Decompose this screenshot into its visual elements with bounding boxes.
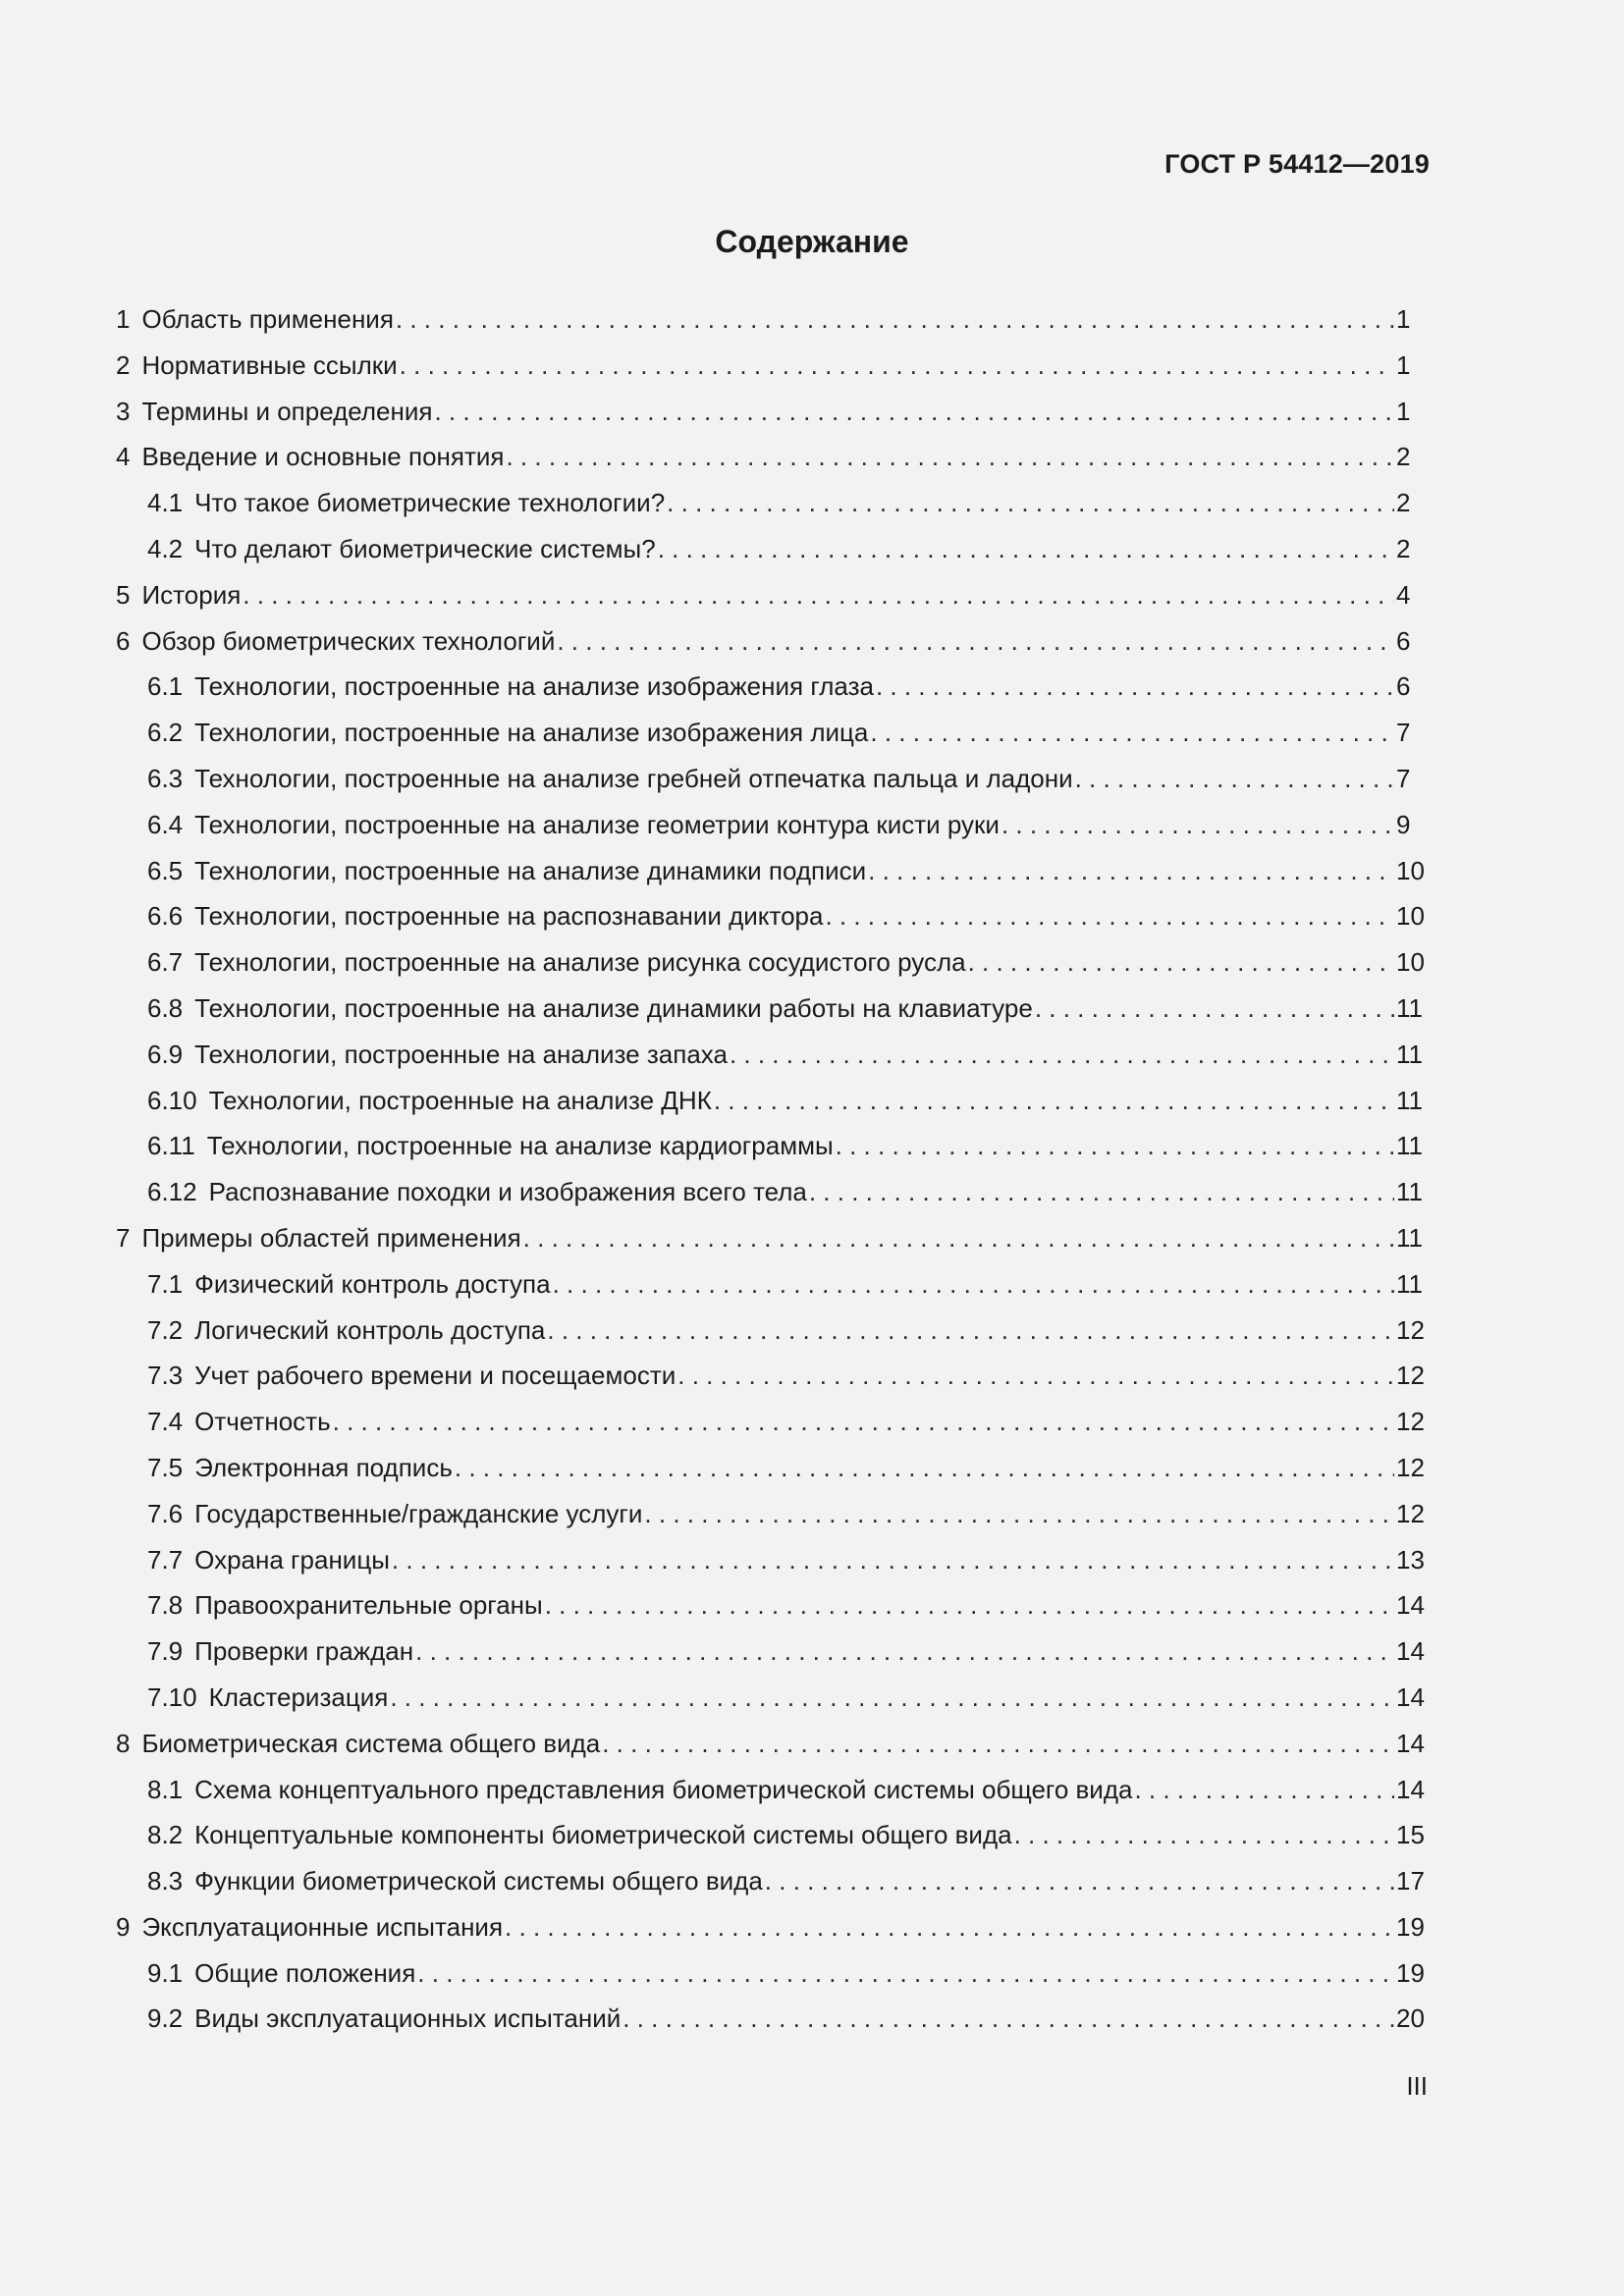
toc-entry-title: Технологии, построенные на распознавании диктора	[194, 901, 824, 932]
toc-entry-number: 7.3	[147, 1361, 184, 1391]
toc-entry-title: Технологии, построенные на анализе динамики подписи	[194, 855, 867, 885]
toc-entry-page: 11	[1396, 1039, 1423, 1069]
toc-entry-number: 6	[116, 625, 131, 656]
toc-entry[interactable]	[116, 1491, 1430, 1537]
toc-entry[interactable]	[116, 526, 1430, 572]
toc-entry-title: Проверки граждан	[194, 1636, 414, 1667]
dot-leader	[825, 893, 1394, 939]
toc-entry-title: Технологии, построенные на анализе динамики работы на клавиатуре	[194, 992, 1033, 1023]
toc-entry-title: Биометрическая система общего вида	[141, 1728, 601, 1758]
toc-entry[interactable]	[116, 1812, 1430, 1858]
toc-entry[interactable]	[116, 572, 1430, 618]
toc-entry-number: 6.7	[147, 947, 184, 978]
toc-entry[interactable]	[116, 1032, 1430, 1078]
toc-entry-title: Учет рабочего времени и посещаемости	[194, 1361, 677, 1391]
toc-entry-page: 4	[1396, 579, 1411, 610]
toc-entry-number: 9.2	[147, 2003, 184, 2034]
toc-entry-number: 6.4	[147, 809, 184, 839]
toc-entry-page: 1	[1396, 396, 1411, 426]
toc-entry[interactable]	[116, 1353, 1430, 1399]
document-code: ГОСТ Р 54412—2019	[1164, 149, 1430, 179]
dot-leader	[415, 1629, 1394, 1675]
toc-entry-page: 13	[1396, 1544, 1425, 1575]
dot-leader	[333, 1399, 1394, 1445]
dot-leader	[623, 1996, 1394, 2042]
toc-entry-title: Введение и основные понятия	[141, 442, 505, 472]
toc-entry-number: 2	[116, 349, 131, 380]
toc-entry[interactable]	[116, 389, 1430, 435]
toc-entry-page: 15	[1396, 1820, 1425, 1850]
toc-entry-number: 7.2	[147, 1314, 184, 1345]
toc-entry[interactable]	[116, 1767, 1430, 1813]
toc-entry-page: 12	[1396, 1314, 1425, 1345]
dot-leader	[396, 296, 1394, 343]
toc-entry-page: 12	[1396, 1498, 1425, 1528]
toc-entry-page: 17	[1396, 1866, 1425, 1896]
toc-entry-page: 6	[1396, 671, 1411, 702]
toc-entry[interactable]	[116, 1950, 1430, 1997]
toc-entry-number: 6.8	[147, 992, 184, 1023]
dot-leader	[434, 389, 1394, 435]
toc-entry-number: 7.10	[147, 1682, 197, 1712]
toc-entry-number: 6.10	[147, 1085, 197, 1115]
toc-entry-page: 14	[1396, 1682, 1425, 1712]
toc-entry-title: Логический контроль доступа	[194, 1314, 546, 1345]
toc-title: Содержание	[715, 224, 909, 259]
dot-leader	[545, 1582, 1394, 1629]
dot-leader	[1075, 756, 1394, 802]
toc-entry-number: 4	[116, 442, 131, 472]
toc-entry-title: Примеры областей применения	[141, 1222, 521, 1253]
toc-entry-title: Что такое биометрические технологии?	[194, 488, 666, 518]
dot-leader	[876, 664, 1394, 710]
toc-entry-title: Технологии, построенные на анализе геометрии контура кисти руки	[194, 809, 1000, 839]
dot-leader	[809, 1169, 1394, 1215]
page-number: III	[1406, 2071, 1428, 2101]
toc-entry[interactable]	[116, 1308, 1430, 1354]
toc-entry-title: Распознавание походки и изображения всего тела	[208, 1177, 807, 1207]
toc-entry-title: Электронная подпись	[194, 1452, 453, 1482]
dot-leader	[1134, 1767, 1394, 1813]
toc-entry-page: 7	[1396, 763, 1411, 793]
toc-entry-title: Технологии, построенные на анализе кардиограммы	[206, 1131, 834, 1161]
dot-leader	[506, 434, 1394, 480]
toc-entry-number: 6.9	[147, 1039, 184, 1069]
toc-entry[interactable]	[116, 939, 1430, 986]
toc-entry[interactable]	[116, 664, 1430, 710]
toc-entry-page: 1	[1396, 349, 1411, 380]
toc-entry-title: Функции биометрической системы общего вида	[194, 1866, 763, 1896]
toc-entry[interactable]	[116, 480, 1430, 526]
toc-entry[interactable]	[116, 802, 1430, 848]
toc-entry-number: 5	[116, 579, 131, 610]
toc-entry-page: 2	[1396, 442, 1411, 472]
toc-entry-number: 7.5	[147, 1452, 184, 1482]
toc-entry-page: 11	[1396, 1177, 1423, 1207]
toc-entry-page: 14	[1396, 1636, 1425, 1667]
toc-entry-page: 19	[1396, 1911, 1425, 1942]
toc-entry-title: Что делают биометрические системы?	[194, 533, 656, 563]
toc-entry-number: 9	[116, 1911, 131, 1942]
dot-leader	[243, 572, 1394, 618]
toc-entry[interactable]	[116, 1858, 1430, 1904]
dot-leader	[392, 1537, 1394, 1583]
dot-leader	[553, 1261, 1394, 1308]
toc-entry-number: 6.11	[147, 1131, 195, 1161]
dot-leader	[602, 1721, 1394, 1767]
dot-leader	[968, 939, 1394, 986]
toc-entry-page: 11	[1396, 1131, 1423, 1161]
toc-entry-title: Технологии, построенные на анализе гребней отпечатка пальца и ладони	[194, 763, 1073, 793]
toc-entry[interactable]	[116, 1399, 1430, 1445]
toc-entry-page: 10	[1396, 901, 1425, 932]
dot-leader	[523, 1215, 1394, 1261]
toc-entry-number: 6.3	[147, 763, 184, 793]
toc-entry-number: 7.7	[147, 1544, 184, 1575]
toc-entry-page: 12	[1396, 1361, 1425, 1391]
toc-entry-title: Правоохранительные органы	[194, 1590, 543, 1621]
toc-entry-number: 9.1	[147, 1957, 184, 1988]
dot-leader	[417, 1950, 1394, 1997]
dot-leader	[557, 618, 1394, 665]
toc-entry-number: 7.6	[147, 1498, 184, 1528]
toc-entry[interactable]	[116, 756, 1430, 802]
toc-entry[interactable]	[116, 434, 1430, 480]
toc-entry-number: 7	[116, 1222, 131, 1253]
toc-entry-title: Виды эксплуатационных испытаний	[194, 2003, 622, 2034]
dot-leader	[658, 526, 1394, 572]
toc-entry-number: 3	[116, 396, 131, 426]
toc-entry-number: 8	[116, 1728, 131, 1758]
toc-entry-number: 6.1	[147, 671, 184, 702]
toc-entry-number: 1	[116, 304, 131, 334]
toc-entry-title: Технологии, построенные на анализе рисунка сосудистого русла	[194, 947, 966, 978]
toc-entry-title: Технологии, построенные на анализе изображения глаза	[194, 671, 874, 702]
toc-entry[interactable]	[116, 986, 1430, 1032]
toc-entry[interactable]	[116, 1996, 1430, 2042]
toc-entry-number: 6.5	[147, 855, 184, 885]
toc-entry-number: 8.3	[147, 1866, 184, 1896]
toc-entry[interactable]	[116, 1675, 1430, 1721]
toc-entry-title: История	[141, 579, 242, 610]
toc-entry-title: Технологии, построенные на анализе изображения лица	[194, 718, 869, 748]
toc-entry[interactable]	[116, 1904, 1430, 1950]
toc-entry[interactable]	[116, 1261, 1430, 1308]
toc-entry[interactable]	[116, 343, 1430, 389]
dot-leader	[667, 480, 1394, 526]
toc-entry-page: 12	[1396, 1407, 1425, 1437]
dot-leader	[730, 1032, 1394, 1078]
toc-entry-page: 12	[1396, 1452, 1425, 1482]
toc-entry-title: Термины и определения	[141, 396, 433, 426]
toc-entry-number: 7.4	[147, 1407, 184, 1437]
toc-entry[interactable]	[116, 1537, 1430, 1583]
toc-entry-page: 10	[1396, 855, 1425, 885]
dot-leader	[870, 710, 1394, 756]
toc-entry[interactable]	[116, 1078, 1430, 1124]
toc-entry-title: Область применения	[141, 304, 394, 334]
toc-entry[interactable]	[116, 296, 1430, 343]
toc-entry-title: Технологии, построенные на анализе запаха	[194, 1039, 728, 1069]
toc-entry-number: 7.9	[147, 1636, 184, 1667]
dot-leader	[836, 1123, 1394, 1169]
dot-leader	[1014, 1812, 1394, 1858]
toc-entry-page: 6	[1396, 625, 1411, 656]
toc-entry-number: 7.1	[147, 1268, 184, 1299]
dot-leader	[677, 1353, 1394, 1399]
toc-entry-number: 8.2	[147, 1820, 184, 1850]
toc-entry-title: Технологии, построенные на анализе ДНК	[208, 1085, 712, 1115]
toc-entry-page: 14	[1396, 1590, 1425, 1621]
dot-leader	[505, 1904, 1394, 1950]
toc-entry[interactable]	[116, 710, 1430, 756]
dot-leader	[868, 848, 1394, 894]
toc-entry-page: 19	[1396, 1957, 1425, 1988]
toc-entry-title: Государственные/гражданские услуги	[194, 1498, 643, 1528]
toc-entry-page: 2	[1396, 488, 1411, 518]
toc-entry[interactable]	[116, 1123, 1430, 1169]
dot-leader	[455, 1445, 1394, 1491]
toc-entry[interactable]	[116, 1215, 1430, 1261]
toc-entry[interactable]	[116, 848, 1430, 894]
table-of-contents	[116, 296, 1430, 2042]
dot-leader	[390, 1675, 1394, 1721]
toc-entry-page: 7	[1396, 718, 1411, 748]
toc-entry-title: Концептуальные компоненты биометрической системы общего вида	[194, 1820, 1012, 1850]
dot-leader	[765, 1858, 1394, 1904]
toc-entry[interactable]	[116, 1445, 1430, 1491]
toc-entry-number: 4.2	[147, 533, 184, 563]
toc-entry-number: 4.1	[147, 488, 184, 518]
toc-entry-title: Обзор биометрических технологий	[141, 625, 556, 656]
toc-entry[interactable]	[116, 618, 1430, 665]
dot-leader	[1035, 986, 1394, 1032]
toc-entry-page: 11	[1396, 1085, 1423, 1115]
toc-entry-page: 1	[1396, 304, 1411, 334]
toc-entry-page: 11	[1396, 1222, 1423, 1253]
toc-entry-page: 11	[1396, 1268, 1423, 1299]
dot-leader	[1001, 802, 1394, 848]
toc-entry[interactable]	[116, 1582, 1430, 1629]
toc-entry-page: 10	[1396, 947, 1425, 978]
toc-entry-number: 6.2	[147, 718, 184, 748]
dot-leader	[400, 343, 1394, 389]
dot-leader	[547, 1308, 1394, 1354]
toc-entry-title: Физический контроль доступа	[194, 1268, 551, 1299]
toc-entry-title: Нормативные ссылки	[141, 349, 398, 380]
toc-entry-title: Схема концептуального представления биометрической системы общего вида	[194, 1774, 1133, 1804]
toc-entry-page: 9	[1396, 809, 1411, 839]
toc-entry-number: 6.12	[147, 1177, 197, 1207]
toc-entry-number: 6.6	[147, 901, 184, 932]
toc-entry-title: Кластеризация	[208, 1682, 389, 1712]
toc-entry-page: 20	[1396, 2003, 1425, 2034]
toc-entry-title: Общие положения	[194, 1957, 416, 1988]
toc-entry-title: Эксплуатационные испытания	[141, 1911, 504, 1942]
toc-entry-number: 7.8	[147, 1590, 184, 1621]
toc-entry[interactable]	[116, 1721, 1430, 1767]
toc-entry-title: Охрана границы	[194, 1544, 390, 1575]
toc-entry-page: 11	[1396, 992, 1423, 1023]
toc-entry[interactable]	[116, 893, 1430, 939]
toc-entry-number: 8.1	[147, 1774, 184, 1804]
toc-entry[interactable]	[116, 1169, 1430, 1215]
toc-entry-page: 14	[1396, 1728, 1425, 1758]
dot-leader	[644, 1491, 1394, 1537]
toc-entry-page: 14	[1396, 1774, 1425, 1804]
dot-leader	[714, 1078, 1394, 1124]
toc-entry-title: Отчетность	[194, 1407, 331, 1437]
toc-entry-page: 2	[1396, 533, 1411, 563]
toc-entry[interactable]	[116, 1629, 1430, 1675]
